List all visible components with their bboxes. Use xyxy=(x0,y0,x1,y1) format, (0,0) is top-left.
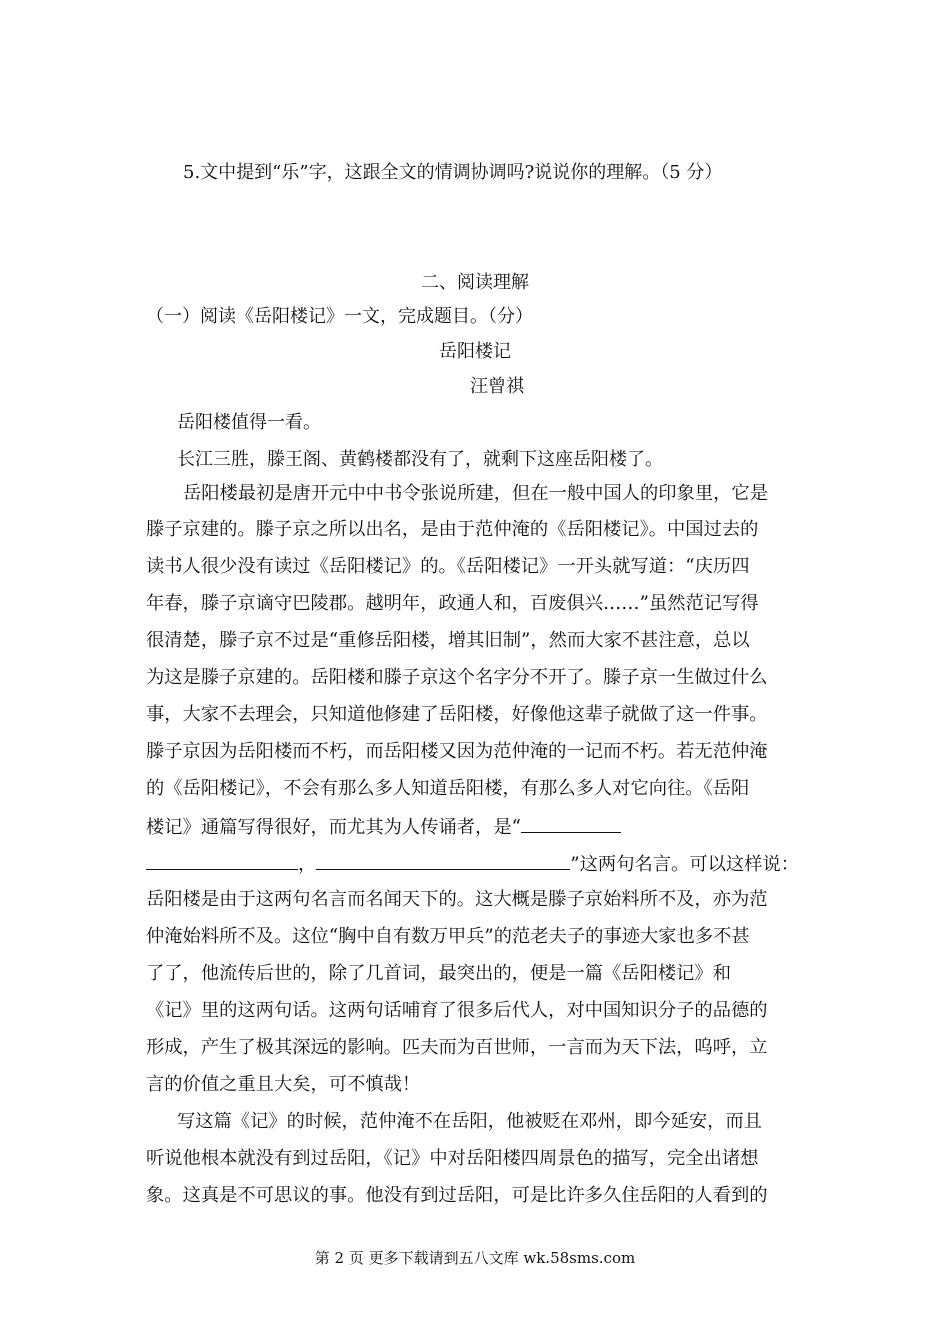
paragraph-3-line: 滕子京建的。滕子京之所以出名，是由于范仲淹的《岳阳楼记》。中国过去的 xyxy=(146,519,759,540)
paragraph-3-line-with-blank xyxy=(146,814,806,840)
paragraph-2: 长江三胜，滕王阁、黄鹤楼都没有了，就剩下这座岳阳楼了。 xyxy=(177,449,663,470)
paragraph-3-line: 言的价值之重且大矣，可不慎哉！ xyxy=(146,1074,421,1095)
paragraph-4-line: 听说他根本就没有到过岳阳，《记》中对岳阳楼四周景色的描写，完全出诸想 xyxy=(146,1148,759,1169)
paragraph-3-line: 岳阳楼最初是唐开元中中书令张说所建，但在一般中国人的印象里，它是 xyxy=(183,483,768,504)
paragraph-3-line: 事，大家不去理会，只知道他修建了岳阳楼，好像他这辈子就做了这一件事。 xyxy=(146,704,768,725)
paragraph-1: 岳阳楼值得一看。 xyxy=(177,412,321,433)
paragraph-3-line: 仲淹始料所不及。这位“胸中自有数万甲兵”的范老夫子的事迹大家也多不甚 xyxy=(146,926,750,947)
paragraph-3-line: 年春，滕子京谪守巴陵郡。越明年，政通人和，百废俱兴……”虽然范记写得 xyxy=(146,593,759,614)
answer-blank[interactable] xyxy=(521,814,621,833)
article-author: 汪曾祺 xyxy=(470,376,524,397)
paragraph-3-line: 《记》里的这两句话。这两句话哺育了很多后代人，对中国知识分子的品德的 xyxy=(146,1000,768,1021)
paragraph-3-blank-line xyxy=(146,851,806,877)
paragraph-3-line: 很清楚，滕子京不过是“重修岳阳楼，增其旧制”，然而大家不甚注意，总以 xyxy=(146,630,750,651)
answer-blank[interactable] xyxy=(316,851,570,870)
paragraph-3-line: 了了，他流传后世的，除了几首词，最突出的，便是一篇《岳阳楼记》和 xyxy=(146,963,731,984)
paragraph-3-line: 形成，产生了极其深远的影响。匹夫而为百世师，一言而为天下法，呜呼，立 xyxy=(146,1037,768,1058)
paragraph-3-line-text: 楼记》通篇写得很好，而尤其为人传诵者，是“ xyxy=(146,817,521,838)
subsection-instruction: （一）阅读《岳阳楼记》一文，完成题目。（分） xyxy=(146,306,533,327)
page-footer: 第 2 页 更多下载请到五八文库 wk.58sms.com xyxy=(314,1249,636,1267)
paragraph-3-line: 滕子京因为岳阳楼而不朽，而岳阳楼又因为范仲淹的一记而不朽。若无范仲淹 xyxy=(146,741,768,762)
paragraph-3-line: 读书人很少没有读过《岳阳楼记》的。《岳阳楼记》一开头就写道：“庆历四 xyxy=(146,556,750,577)
paragraph-4-line: 写这篇《记》的时候，范仲淹不在岳阳，他被贬在邓州，即今延安，而且 xyxy=(177,1111,762,1132)
paragraph-4-line: 象。这真是不可思议的事。他没有到过岳阳，可是比许多久住岳阳的人看到的 xyxy=(146,1185,768,1206)
section-heading: 二、阅读理解 xyxy=(421,272,529,293)
paragraph-3-line: 岳阳楼是由于这两句名言而名闻天下的。这大概是滕子京始料所不及，亦为范 xyxy=(146,889,768,910)
article-title: 岳阳楼记 xyxy=(439,341,511,362)
paragraph-3-line-text: ”这两句名言。可以这样说： xyxy=(570,854,800,875)
question-5: 5.文中提到“乐”字，这跟全文的情调协调吗?说说你的理解。（5 分） xyxy=(183,162,723,183)
answer-blank[interactable] xyxy=(146,851,298,870)
paragraph-3-line: 的《岳阳楼记》，不会有那么多人知道岳阳楼，有那么多人对它向往。《岳阳 xyxy=(146,778,750,799)
blank-separator: ， xyxy=(298,854,317,875)
paragraph-3-line: 为这是滕子京建的。岳阳楼和滕子京这个名字分不开了。滕子京一生做过什么 xyxy=(146,667,768,688)
